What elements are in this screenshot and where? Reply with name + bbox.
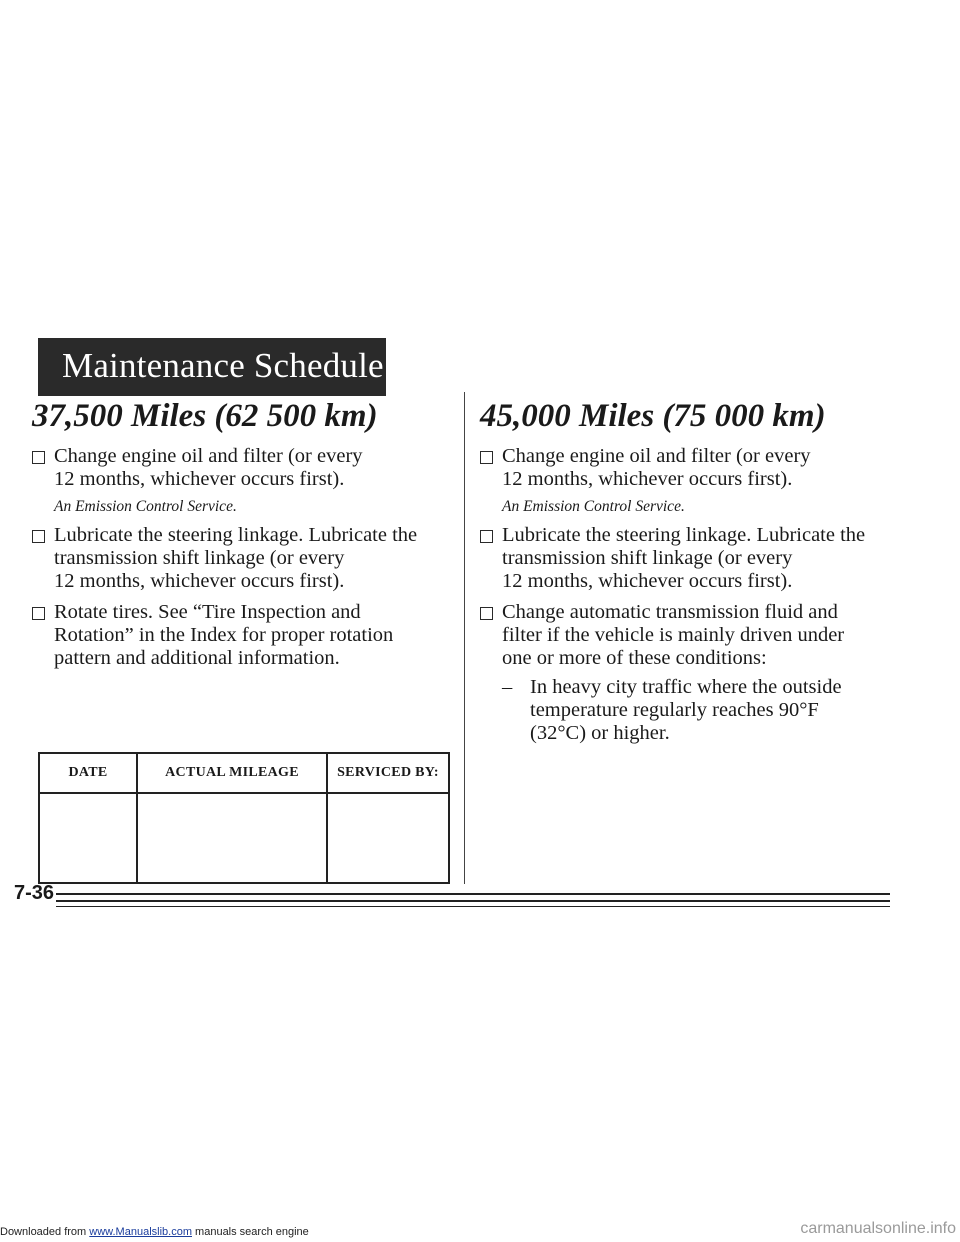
item-line: Change automatic transmission fluid and [502,601,838,623]
subitem-line: (32°C) or higher. [530,722,670,744]
item-line: one or more of these conditions: [502,647,767,669]
table-cell-date [39,793,137,883]
right-item-lubricate [480,524,920,593]
table-cell-serviced-by [327,793,449,883]
item-line: transmission shift linkage (or every [502,547,793,569]
checkbox-icon [480,451,493,464]
table-header-row [39,753,449,793]
condition-subitem [480,676,920,745]
emission-note: An Emission Control Service. [502,498,685,515]
checkbox-icon [32,530,45,543]
checkbox-icon [480,607,493,620]
emission-note: An Emission Control Service. [54,498,237,515]
manualslib-link[interactable]: www.Manualslib.com [89,1226,192,1238]
right-section-heading: 45,000 Miles (75 000 km) [480,398,826,434]
section-header-title: Maintenance Schedule II [62,346,417,385]
item-line: Lubricate the steering linkage. Lubricate the [54,524,418,546]
left-column [32,398,452,670]
download-notice-suffix: manuals search engine [195,1226,309,1238]
page-number: 7-36 [14,882,55,904]
item-line: Change engine oil and filter (or every [502,445,811,467]
item-line: filter if the vehicle is mainly driven under [502,624,845,646]
right-item-oil-change [480,445,920,516]
subitem-line: In heavy city traffic where the outside [530,676,842,698]
footer-rule [56,900,890,902]
item-line: 12 months, whichever occurs first). [54,570,345,592]
table-row [39,793,449,883]
table-cell-mileage [137,793,327,883]
column-divider [464,392,465,884]
item-line: 12 months, whichever occurs first). [502,570,793,592]
site-watermark: carmanualsonline.info [800,1220,956,1237]
item-line: Rotation” in the Index for proper rotation [54,624,394,646]
table-header-serviced-by: SERVICED BY: [327,753,449,793]
left-item-lubricate [32,524,452,593]
checkbox-icon [32,451,45,464]
table-header-date: DATE [39,753,137,793]
item-line: Change engine oil and filter (or every [54,445,363,467]
subitem-line: temperature regularly reaches 90°F [530,699,819,721]
footer-rule [56,906,890,907]
left-section-heading: 37,500 Miles (62 500 km) [32,398,378,434]
right-column [480,398,920,745]
dash-bullet: – [502,676,513,698]
left-item-rotate-tires [32,601,452,670]
service-record-table [38,752,450,884]
table-header-mileage: ACTUAL MILEAGE [137,753,327,793]
item-line: 12 months, whichever occurs first). [502,468,793,490]
checkbox-icon [480,530,493,543]
right-item-transmission-fluid [480,601,920,670]
item-line: Lubricate the steering linkage. Lubricate the [502,524,866,546]
item-line: pattern and additional information. [54,647,340,669]
item-line: 12 months, whichever occurs first). [54,468,345,490]
download-notice-prefix: Downloaded from [0,1226,87,1238]
item-line: Rotate tires. See “Tire Inspection and [54,601,361,623]
checkbox-icon [32,607,45,620]
download-notice [0,1226,309,1238]
left-item-oil-change [32,445,452,516]
item-line: transmission shift linkage (or every [54,547,345,569]
footer-rule [56,893,890,895]
